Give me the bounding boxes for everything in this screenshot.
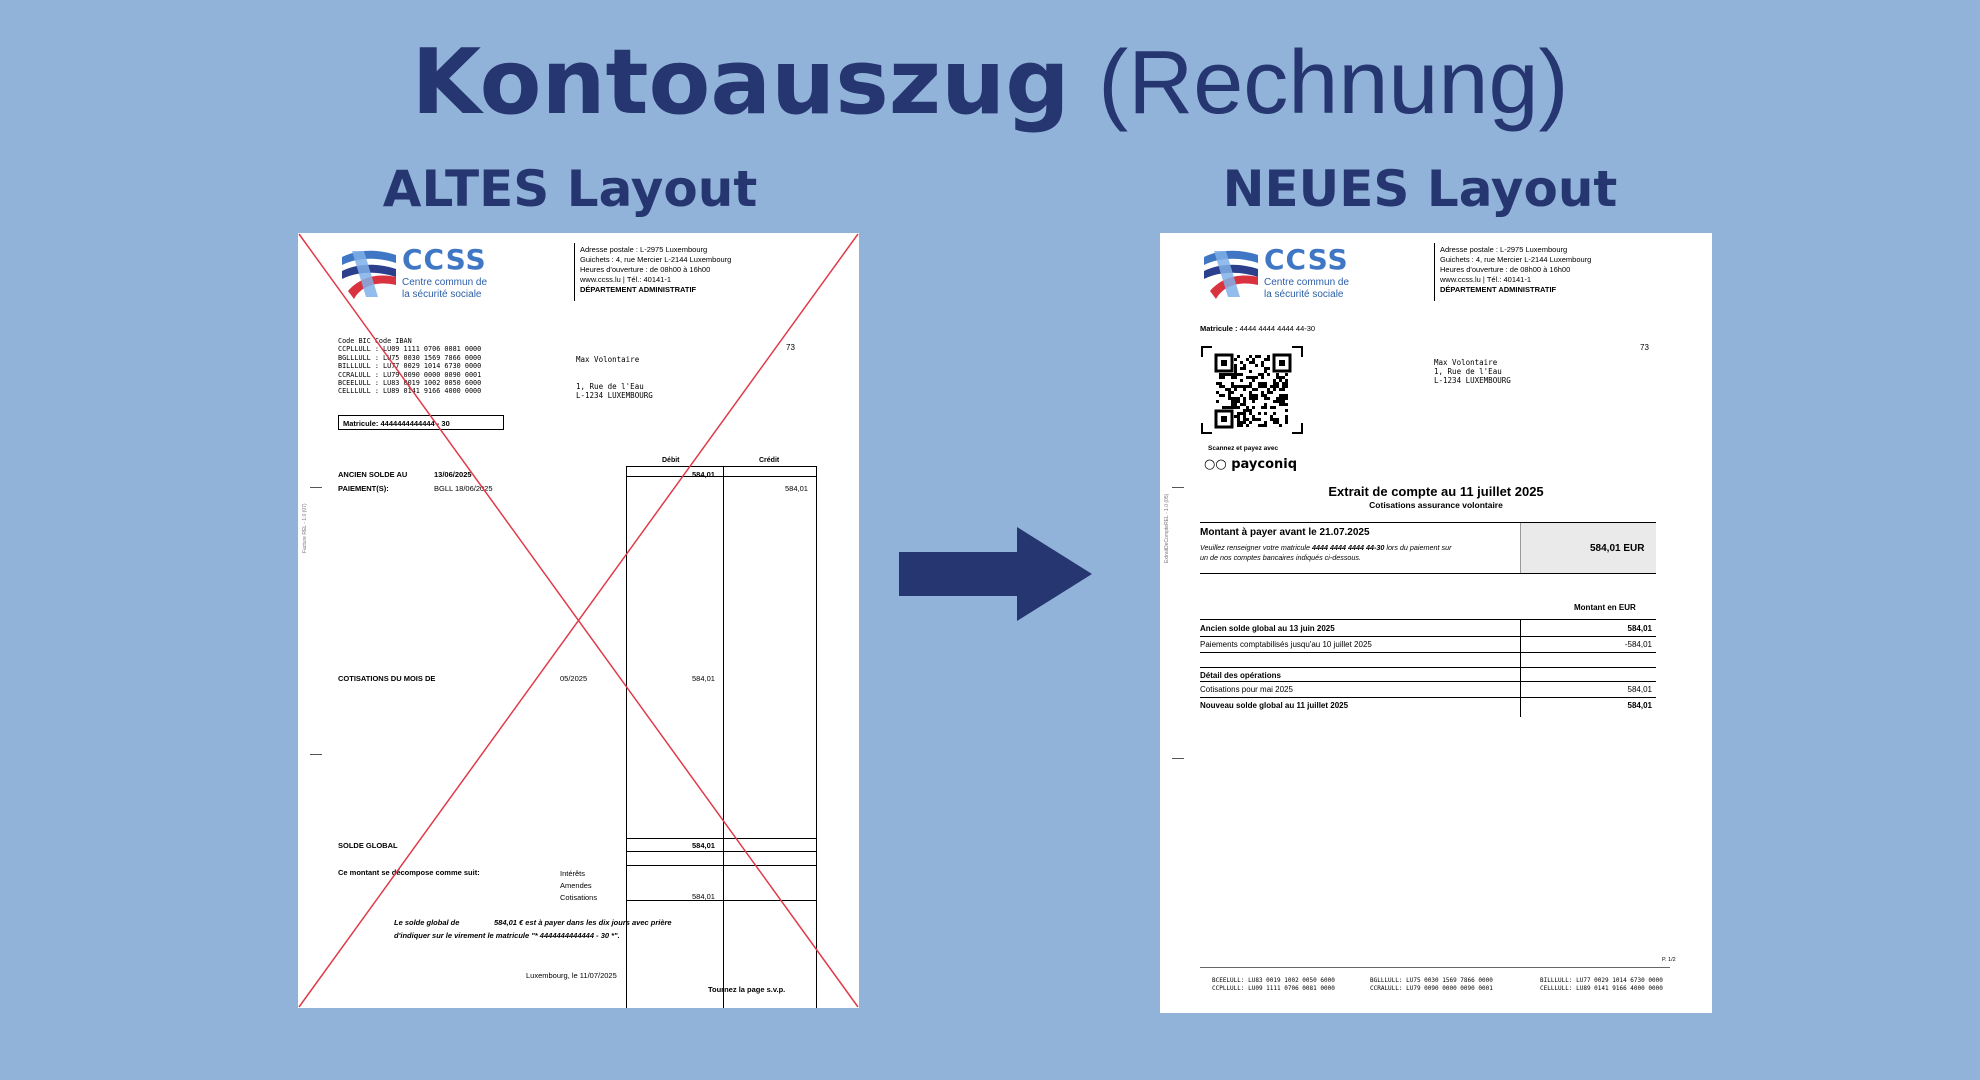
divider [1434,243,1435,301]
turn-page: Tournez la page s.v.p. [708,985,786,994]
old-layout-label: ALTES Layout [382,160,758,218]
recipient-address: Max Volontaire 1, Rue de l'Eau L-1234 LUXEMBOURG [1434,358,1511,385]
payconiq-icon: ○○ [1204,457,1227,472]
due-note: Veuillez renseigner votre matricule 4444 4444 4444 44-30 lors du paiement sur [1200,543,1452,552]
bank-codes: Code BIC Code IBAN CCPLLULL : LU09 1111 0706 0081 0000 BGLLLULL : LU75 0030 1569 7866 0000 BILLLULL : LU77 0029 1014 6730 0000 CCRALULL : LU79 0090 0000 0090 0001 BCEELULL : LU83 0019 1002 0050 6000 CELLLULL : LU89 0141 9166 4000 0000 [338,337,482,396]
due-label: Montant à payer avant le 21.07.2025 [1200,527,1370,538]
arrow-right-icon [897,525,1097,625]
brand-tagline-1: Centre commun de [1264,277,1350,288]
brand-tagline-2: la sécurité sociale [402,289,482,300]
page-heading [0,30,1980,135]
paiement-ref: BGLL 18/06/2025 [434,484,493,493]
footer-bank-col-2: BGLLLULL: LU75 0030 1569 7866 0000 CCRALULL: LU79 0090 0000 0090 0001 [1370,977,1493,992]
table-row: Détail des opérations [1200,667,1656,682]
col-debit: Débit [662,457,680,464]
address-info: Adresse postale : L-2975 Luxembourg Guichets : 4, rue Mercier L-2144 Luxembourg Heures d'ouverture : de 08h00 à 16h00 www.ccss.lu | Tél.: 40141-1 DÉPARTEMENT ADMINISTRATIF [580,245,732,294]
new-document [1160,233,1712,1013]
due-amount: 584,01 EUR [1590,543,1645,554]
due-note-line-2: un de nos comptes bancaires indiqués ci-dessous. [1200,553,1362,562]
side-text: ExtraitDeCompteREL - 1.0 (05) [1164,493,1170,563]
brand-name: CCSS [1264,243,1349,276]
page-number: 73 [1640,343,1649,352]
ancien-solde-label: ANCIEN SOLDE AU [338,470,408,479]
table-row: Paiements comptabilisés jusqu'au 10 juillet 2025 -584,01 [1200,637,1656,653]
statement-title: Extrait de compte au 11 juillet 2025 [1328,484,1544,499]
crossed-out-icon [298,233,859,1008]
note-line-2: d'indiquer sur le virement le matricule "* 4444444444444 - 30 *". [394,931,620,940]
side-text: Facture REL - 1.0 (07) [302,503,308,553]
ccss-logo-icon [1200,247,1262,301]
decompose-label: Ce montant se décompose comme suit: [338,868,480,877]
matricule: Matricule : 4444 4444 4444 44-30 [1200,324,1316,333]
solde-global-label: SOLDE GLOBAL [338,841,398,850]
footer-bank-col-1: BCEELULL: LU83 0019 1002 0050 6000 CCPLLULL: LU09 1111 0706 0081 0000 [1212,977,1335,992]
table-row: Ancien solde global au 13 juin 2025 584,01 [1200,621,1656,637]
note-line-1a: Le solde global de [394,918,460,927]
payconiq-logo[interactable]: ○○ payconiq [1204,457,1298,472]
new-layout-label: NEUES Layout [1222,160,1618,218]
ancien-solde-value: 584,01 [692,470,715,479]
decompose-value: 584,01 [692,892,715,901]
table-row: Nouveau solde global au 11 juillet 2025 584,01 [1200,701,1652,710]
brand-tagline-1: Centre commun de [402,277,488,288]
cotisations-period: 05/2025 [560,674,588,683]
heading-light: (Rechnung) [1098,33,1569,133]
scan-text: Scannez et payez avec [1208,445,1279,452]
footer-bank-col-3: BILLLULL: LU77 0029 1014 6730 0000 CELLLULL: LU89 0141 9166 4000 0000 [1540,977,1663,992]
brand-tagline-2: la sécurité sociale [1264,289,1344,300]
solde-global-value: 584,01 [692,841,715,850]
address-info: Adresse postale : L-2975 Luxembourg Guichets : 4, rue Mercier L-2144 Luxembourg Heures d'ouverture : de 08h00 à 16h00 www.ccss.lu | Tél.: 40141-1 DÉPARTEMENT ADMINISTRATIF [1440,245,1592,294]
amount-header: Montant en EUR [1574,603,1636,612]
recipient-address: Max Volontaire 1, Rue de l'Eau L-1234 LUXEMBOURG [576,355,653,400]
ancien-solde-date: 13/06/2025 [434,470,472,479]
decompose-items: Intérêts Amendes Cotisations [560,869,598,902]
paiement-value: 584,01 [785,484,808,493]
statement-subtitle: Cotisations assurance volontaire [1369,500,1503,510]
qr-code-icon[interactable] [1200,345,1304,435]
page-number: 73 [786,343,795,352]
page-indicator: P. 1/2 [1662,957,1676,963]
heading-bold: Kontoauszug [411,30,1070,135]
note-line-1b: 584,01 € est à payer dans les dix jours avec prière [494,918,672,927]
col-credit: Crédit [759,457,780,464]
table-row: Cotisations pour mai 2025 584,01 [1200,682,1656,698]
place-date: Luxembourg, le 11/07/2025 [526,971,617,980]
matricule-box: Matricule: 4444444444444 - 30 [338,415,504,430]
cotisations-value: 584,01 [692,674,715,683]
old-document [298,233,859,1008]
brand-name: CCSS [402,243,487,276]
paiement-label: PAIEMENT(S): [338,484,389,493]
cotisations-label: COTISATIONS DU MOIS DE [338,674,436,683]
